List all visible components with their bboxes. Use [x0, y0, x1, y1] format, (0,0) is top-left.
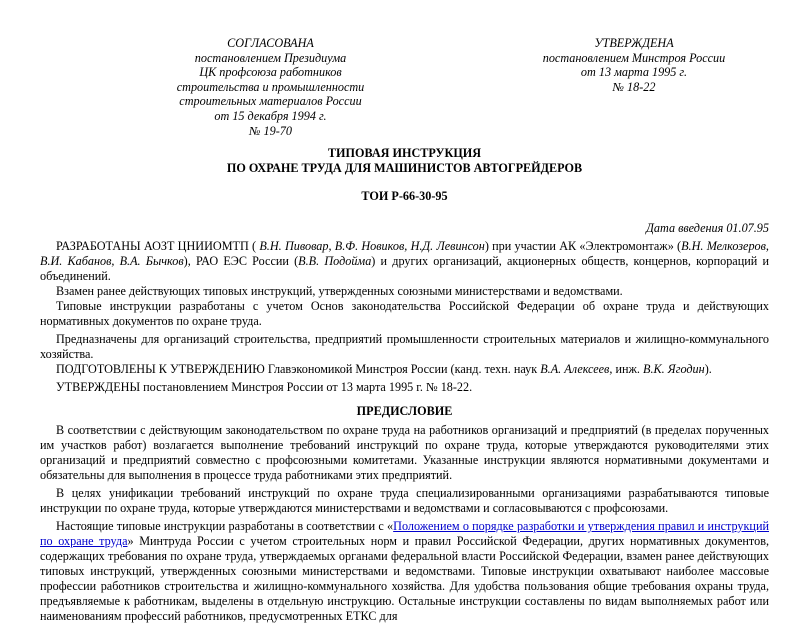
text-run: , инж. — [609, 362, 643, 376]
text-run: ) и других организаций, акционерных обществ, концернов, корпораций и объединений. — [40, 254, 769, 283]
agreed-line: постановлением Президиума — [194, 50, 347, 65]
approved-line: от 13 марта 1995 г. — [580, 65, 688, 80]
preface-paragraph-3 — [40, 519, 769, 624]
approved-stamp — [529, 36, 739, 94]
agreed-line: ЦК профсоюза работников — [199, 65, 342, 80]
preface-paragraph-1: В соответствии с действующим законодательством по охране труда на работников организаций и предприятий (в пределах порученных им участков работ) возлагается выполнение требований инструкций по охране труда, которые утверждаются руководителями этих организаций и предприятий совместно с профсоюзными комитетами. Указанные инструкции являются нормативными документами и обязательны для выполнения в процессе труда работниками этих предприятий. — [40, 423, 769, 482]
agreed-line: строительства и промышленности — [176, 79, 365, 94]
prepared-paragraph — [40, 362, 769, 377]
author-names: В.Н. Пивовар, В.Ф. Новиков, Н.Д. Левинсон — [259, 239, 485, 253]
approval-stamps — [40, 0, 769, 138]
agreed-line: строительных материалов России — [179, 94, 362, 109]
title-line-1: ТИПОВАЯ ИНСТРУКЦИЯ — [327, 146, 482, 160]
preface-paragraph-2: В целях унификации требований инструкций по охране труда специализированными организациями разрабатываются типовые инструкции по охране труда, которые утверждаются министерствами и ведомствами и согласовываются с профсоюзами. — [40, 486, 769, 515]
agreed-line: № 19-70 — [249, 123, 292, 138]
author-names: В.Н. Мелкозеров, В.И. Кабанов, В.А. Бычков — [40, 239, 769, 268]
author-names: В.А. Алексеев — [540, 362, 610, 376]
text-run: ), РАО ЕЭС России ( — [183, 254, 299, 268]
agreed-line: от 15 декабря 1994 г. — [214, 108, 327, 123]
approved-paragraph: УТВЕРЖДЕНЫ постановлением Минстроя России от 13 марта 1995 г. № 18-22. — [56, 380, 473, 394]
agreed-line: СОГЛАСОВАНА — [227, 36, 314, 50]
replacement-paragraph: Взамен ранее действующих типовых инструкций, утвержденных союзными министерствами и ведомствами. — [56, 284, 623, 298]
text-run: ). — [704, 362, 712, 376]
basis-paragraph: Типовые инструкции разработаны с учетом Основ законодательства Российской Федерации об охране труда и действующих нормативных документов по охране труда. — [40, 299, 769, 328]
approved-line: № 18-22 — [612, 79, 656, 94]
text-run: РАЗРАБОТАНЫ АОЗТ ЦНИИОМТП ( — [56, 239, 260, 253]
preface-heading: ПРЕДИСЛОВИЕ — [356, 404, 453, 418]
effective-date: Дата введения 01.07.95 — [646, 221, 769, 235]
regulation-link[interactable]: Положением о порядке разработки и утверждения правил и инструкций по охране труда — [40, 519, 769, 548]
developers-paragraph — [40, 239, 769, 284]
title-line-2: ПО ОХРАНЕ ТРУДА ДЛЯ МАШИНИСТОВ АВТОГРЕЙДЕРОВ — [226, 161, 583, 175]
document-title — [40, 146, 769, 176]
author-names: В.К. Ягодин — [643, 362, 705, 376]
author-names: В.В. Подойма — [298, 254, 372, 268]
text-run: Настоящие типовые инструкции разработаны в соответствии с « — [56, 519, 394, 533]
text-run: ПОДГОТОВЛЕНЫ К УТВЕРЖДЕНИЮ Главэкономикой Минстроя России (канд. техн. наук — [56, 362, 541, 376]
approved-line: постановлением Минстроя России — [542, 50, 726, 65]
document-code: ТОИ Р-66-30-95 — [361, 189, 448, 203]
approved-line: УТВЕРЖДЕНА — [594, 36, 674, 50]
agreed-stamp — [158, 36, 383, 138]
purpose-paragraph: Предназначены для организаций строительства, предприятий промышленности строительных материалов и жилищно-коммунального хозяйства. — [40, 332, 769, 361]
text-run: ) при участии АК «Электромонтаж» ( — [484, 239, 682, 253]
text-run: » Минтруда России с учетом строительных норм и правил Российской Федерации, других нормативных документов, содержащих требования по охране труда, утверждаемых органами федеральной власти Российской Федерации, взамен ранее действующих типовых инструкций, утвержденных союзными министерствами и ведомствами. Типовые инструкции охватывают наиболее массовые профессии работников строительства и жилищно-коммунального хозяйства. Для удобства пользования общие требования охраны труда, предъявляемые к работникам, выделены в отдельную инструкцию. Остальные инструкции составлены по видам выполняемых работ или наименованиям профессий работников, предусмотренных ЕТКС для — [40, 534, 769, 623]
